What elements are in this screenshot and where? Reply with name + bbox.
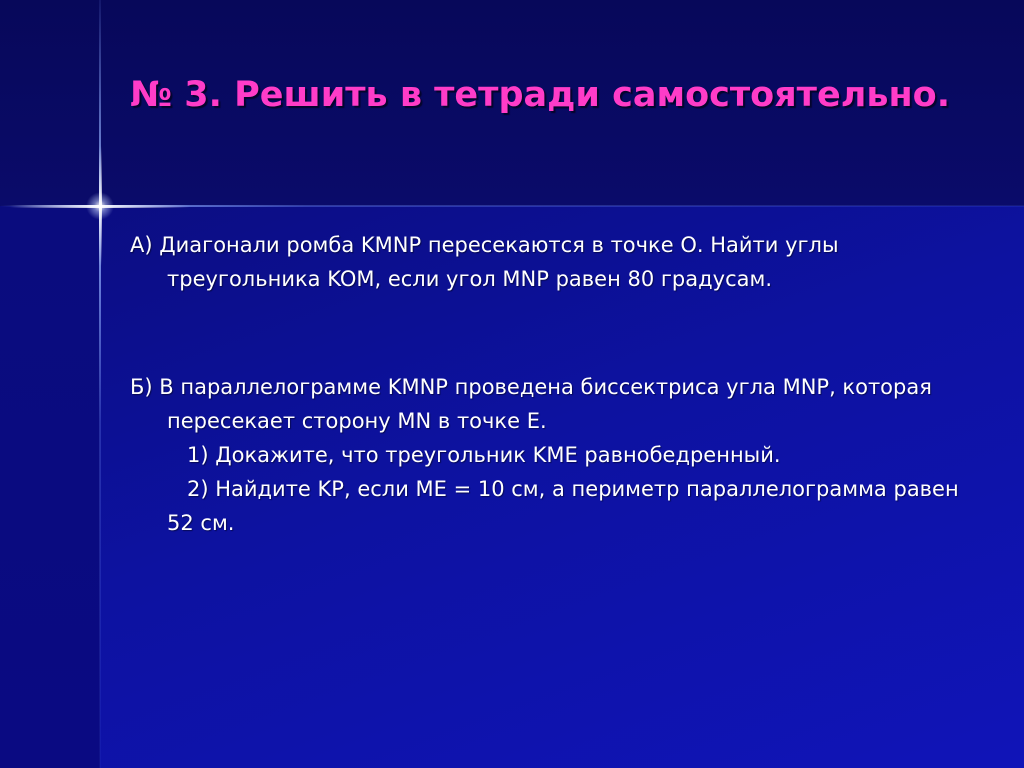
task-a-text: А) Диагонали ромба KMNP пересекаются в точке О. Найти углы треугольника KOM, если угол MNP равен 80 градусам. [130,233,839,291]
task-b-text: Б) В параллелограмме KMNP проведена биссектриса угла MNP, которая пересекает сторону MN в точке Е. [130,375,932,433]
task-b-item-1-text: 1) Докажите, что треугольник KME равнобедренный. [187,443,781,467]
task-b-item-2 [130,472,990,540]
slide-content [130,228,990,540]
vertical-accent-line [99,0,101,768]
task-b-item-2-continuation: равен 52 см. [167,477,959,535]
slide-title: № 3. Решить в тетради самостоятельно. [130,75,950,115]
task-b-item-1 [130,438,990,472]
left-band [0,206,100,768]
task-b-item-2-text: 2) Найдите KP, если ME = 10 см, а периметр параллелограмма [187,477,887,501]
sparkle-ray-vertical [99,146,102,266]
